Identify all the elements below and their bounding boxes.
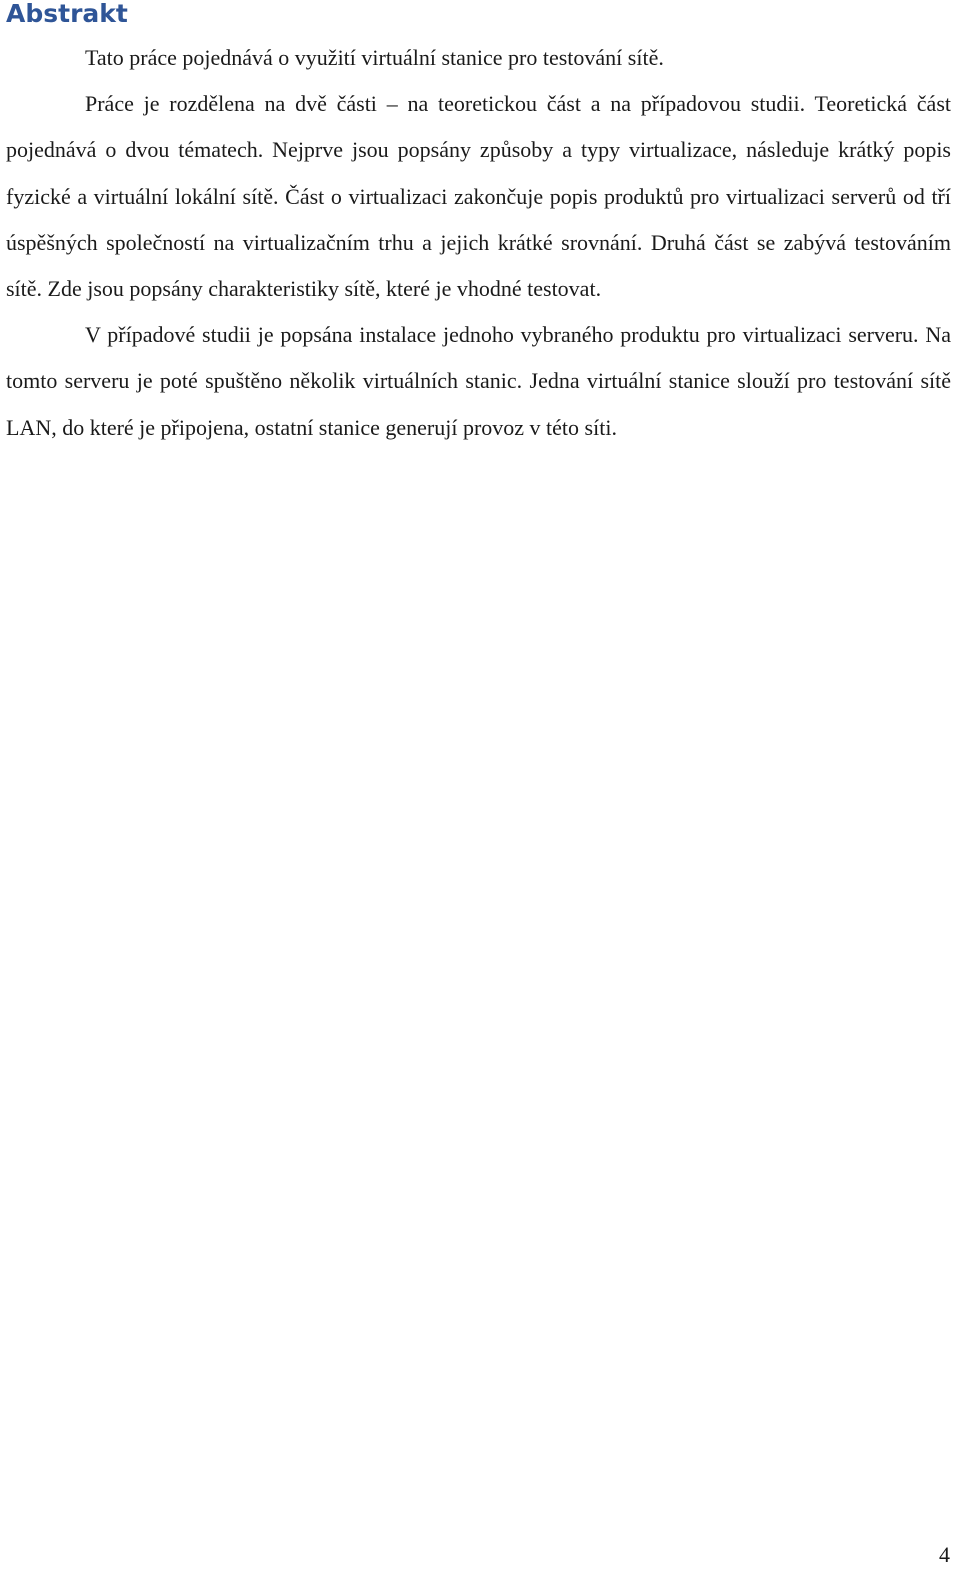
page-number: 4: [939, 1542, 950, 1567]
paragraph-case-study: V případové studii je popsána instalace jednoho vybraného produktu pro virtualizaci serveru. Na tomto serveru je poté spuštěno několik virtuálních stanic. Jedna virtuální stanice slouží pro testování sítě LAN, do které je připojena, ostatní stanice generují provoz v této síti.: [6, 322, 951, 440]
abstract-heading: Abstrakt: [6, 0, 128, 28]
paragraph-structure: Práce je rozdělena na dvě části – na teoretickou část a na případovou studii. Teoretická část pojednává o dvou tématech. Nejprve jsou popsány způsoby a typy virtualizace, následuje krátký popis fyzické a virtuální lokální sítě. Část o virtualizaci zakončuje popis produktů pro virtualizaci serverů od tří úspěšných společností na virtualizačním trhu a jejich krátké srovnání. Druhá část se zabývá testováním sítě. Zde jsou popsány charakteristiky sítě, které je vhodné testovat.: [6, 91, 951, 302]
paragraph-intro: Tato práce pojednává o využití virtuální stanice pro testování sítě.: [85, 45, 664, 70]
abstract-body: [6, 35, 951, 451]
